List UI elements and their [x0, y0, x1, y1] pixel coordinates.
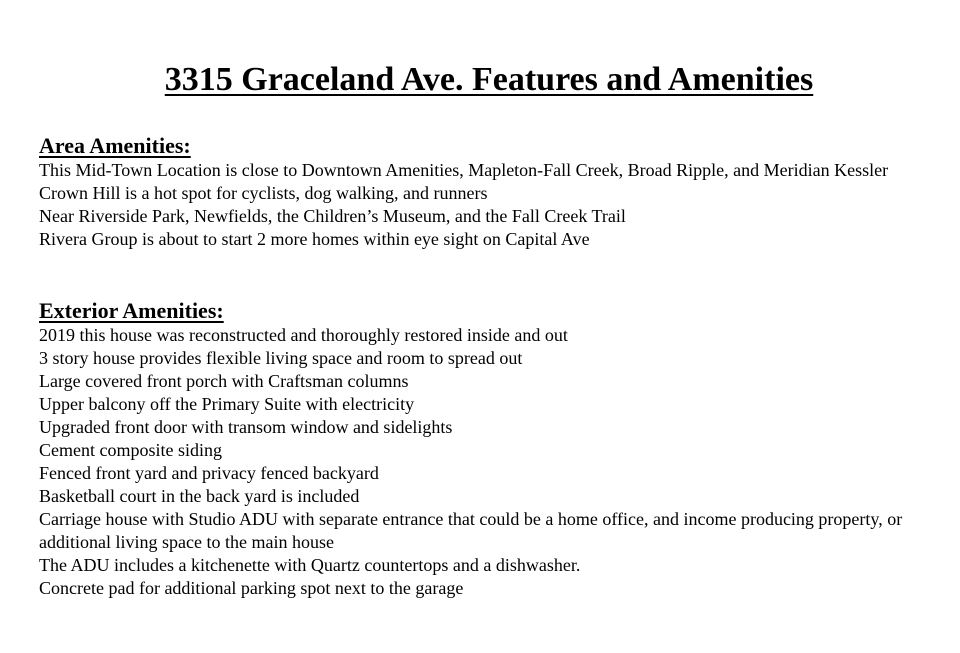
- amenity-line: Large covered front porch with Craftsman columns: [39, 371, 409, 391]
- amenity-line: Concrete pad for additional parking spot next to the garage: [39, 578, 464, 598]
- amenity-line: Upgraded front door with transom window and sidelights: [39, 417, 453, 437]
- amenity-line: Cement composite siding: [39, 440, 222, 460]
- section-heading: Area Amenities:: [39, 133, 191, 158]
- amenity-line: 2019 this house was reconstructed and thoroughly restored inside and out: [39, 325, 568, 345]
- amenity-line: Basketball court in the back yard is included: [39, 486, 360, 506]
- amenity-line: Rivera Group is about to start 2 more homes within eye sight on Capital Ave: [39, 229, 590, 249]
- amenity-line: Crown Hill is a hot spot for cyclists, dog walking, and runners: [39, 183, 488, 203]
- section-area-amenities: [39, 133, 939, 251]
- section-exterior-amenities: [39, 298, 939, 600]
- amenity-line: Near Riverside Park, Newfields, the Children’s Museum, and the Fall Creek Trail: [39, 206, 626, 226]
- amenity-line: The ADU includes a kitchenette with Quartz countertops and a dishwasher.: [39, 555, 581, 575]
- amenity-line: Carriage house with Studio ADU with separate entrance that could be a home office, and income producing property, or additional living space to the main house: [39, 509, 903, 552]
- amenity-line: 3 story house provides flexible living space and room to spread out: [39, 348, 523, 368]
- amenity-line: Upper balcony off the Primary Suite with electricity: [39, 394, 415, 414]
- section-heading: Exterior Amenities:: [39, 298, 224, 323]
- document-title: 3315 Graceland Ave. Features and Amenities: [164, 61, 814, 98]
- amenity-line: Fenced front yard and privacy fenced backyard: [39, 463, 379, 483]
- amenity-list: [39, 159, 939, 251]
- amenity-list: [39, 324, 939, 600]
- amenity-line: This Mid-Town Location is close to Downtown Amenities, Mapleton-Fall Creek, Broad Ripple, and Meridian Kessler: [39, 160, 889, 180]
